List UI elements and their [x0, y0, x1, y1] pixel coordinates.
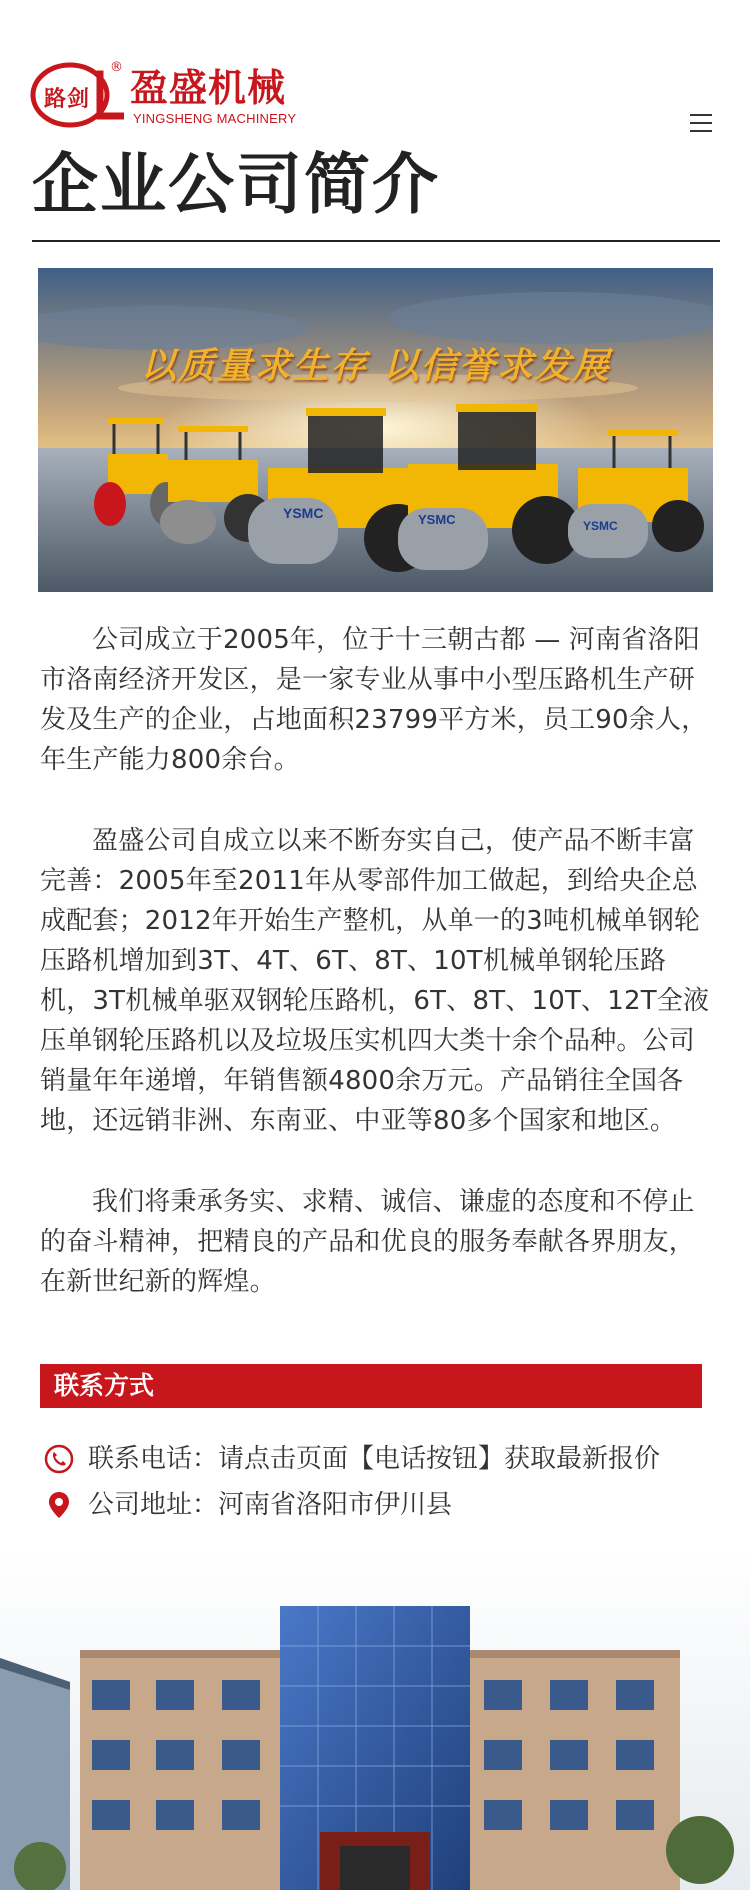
svg-text:YSMC: YSMC: [583, 519, 618, 533]
factory-building-scene: [0, 1550, 750, 1890]
contact-address-text: 公司地址：河南省洛阳市伊川县: [88, 1490, 453, 1520]
logo-name-en: YINGSHENG MACHINERY: [133, 111, 297, 126]
svg-text:YSMC: YSMC: [283, 505, 324, 521]
contact-section-header: [40, 1364, 702, 1408]
intro-paragraph-3: 我们将秉承务实、求精、诚信、谦虚的态度和不停止的奋斗精神，把精良的产品和优良的服务奉献各界朋友，在新世纪新的辉煌。: [40, 1187, 696, 1297]
banner-scene: [38, 268, 713, 592]
intro-paragraph-1: 公司成立于2005年，位于十三朝古都 — 河南省洛阳市洛南经济开发区，是一家专业从事中小型压路机生产研发及生产的企业，占地面积23799平方米，员工90余人，年生产能力800余台。: [40, 625, 708, 775]
phone-icon: [44, 1444, 74, 1474]
factory-building-image: [0, 1550, 750, 1890]
registered-mark: ®: [110, 60, 123, 75]
contact-section-title: 联系方式: [54, 1371, 155, 1400]
logo-name-cn: 盈盛机械: [130, 66, 287, 110]
title-divider: [32, 240, 720, 242]
banner-slogan: 以质量求生存 以信誉求发展: [140, 345, 611, 387]
contact-phone-text: 联系电话：请点击页面【电话按钮】获取最新报价: [88, 1444, 661, 1474]
hamburger-menu-icon[interactable]: [690, 114, 714, 134]
banner-image: [38, 268, 713, 592]
location-pin-icon: [44, 1490, 74, 1520]
svg-text:YSMC: YSMC: [418, 512, 456, 527]
page-title: 企业公司简介: [32, 146, 440, 223]
logo-badge-text: 路剑: [44, 86, 91, 112]
header: [0, 0, 750, 140]
company-logo[interactable]: [30, 62, 300, 132]
intro-paragraph-2: 盈盛公司自成立以来不断夯实自己，使产品不断丰富完善：2005年至2011年从零部件加工做起，到给央企总成配套；2012年开始生产整机，从单一的3吨机械单钢轮压路机增加到3T、4T、6T、8T、10T机械单钢轮压路机，3T机械单驱双钢轮压路机，6T、8T、10T、12T全液压单钢轮压路机以及垃圾压实机四大类十余个品种。公司销量年年递增，年销售额4800余万元。产品销往全国各地，还远销非洲、东南亚、中亚等80多个国家和地区。: [40, 826, 710, 1136]
